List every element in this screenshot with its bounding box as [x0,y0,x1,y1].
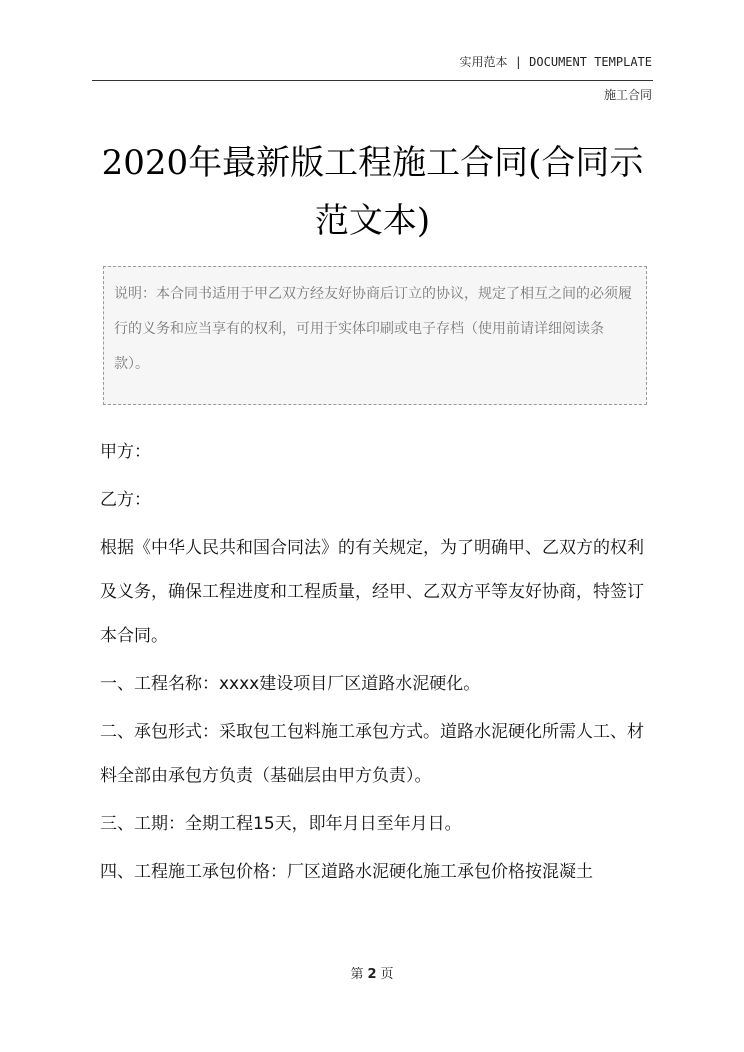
page-number-footer [0,963,744,982]
paragraph-party-b: 乙方： [100,490,151,510]
paragraph-project-name: 一、工程名称：xxxx建设项目厂区道路水泥硬化。 [100,674,481,694]
page-prefix: 第 [350,967,364,982]
usage-note-text: 说明：本合同书适用于甲乙双方经友好协商后订立的协议，规定了相互之间的必须履行的义务和应当享有的权利，可用于实体印刷或电子存档（使用前请详细阅读条款）。 [114,286,632,372]
usage-note-box [103,266,647,405]
paragraph-preamble: 根据《中华人民共和国合同法》的有关规定，为了明确甲、乙双方的权利及义务，确保工程进度和工程质量，经甲、乙双方平等友好协商，特签订本合同。 [100,538,644,646]
paragraph-contract-form: 二、承包形式：采取包工包料施工承包方式。道路水泥硬化所需人工、材料全部由承包方负责（基础层由甲方负责）。 [100,722,644,786]
paragraph-price: 四、工程施工承包价格：厂区道路水泥硬化施工承包价格按混凝土 [100,862,593,882]
page-number: 2 [367,967,377,982]
contract-body [100,430,656,898]
paragraph-schedule: 三、工期：全期工程15天，即年月日至年月日。 [100,814,462,834]
page-suffix: 页 [380,967,394,982]
header-document-template-label: 实用范本 | DOCUMENT TEMPLATE [459,55,652,69]
header-divider [92,80,653,81]
header-category-label: 施工合同 [603,88,652,102]
paragraph-party-a: 甲方： [100,442,151,462]
page-title: 2020年最新版工程施工合同(合同示范文本) [101,143,644,241]
